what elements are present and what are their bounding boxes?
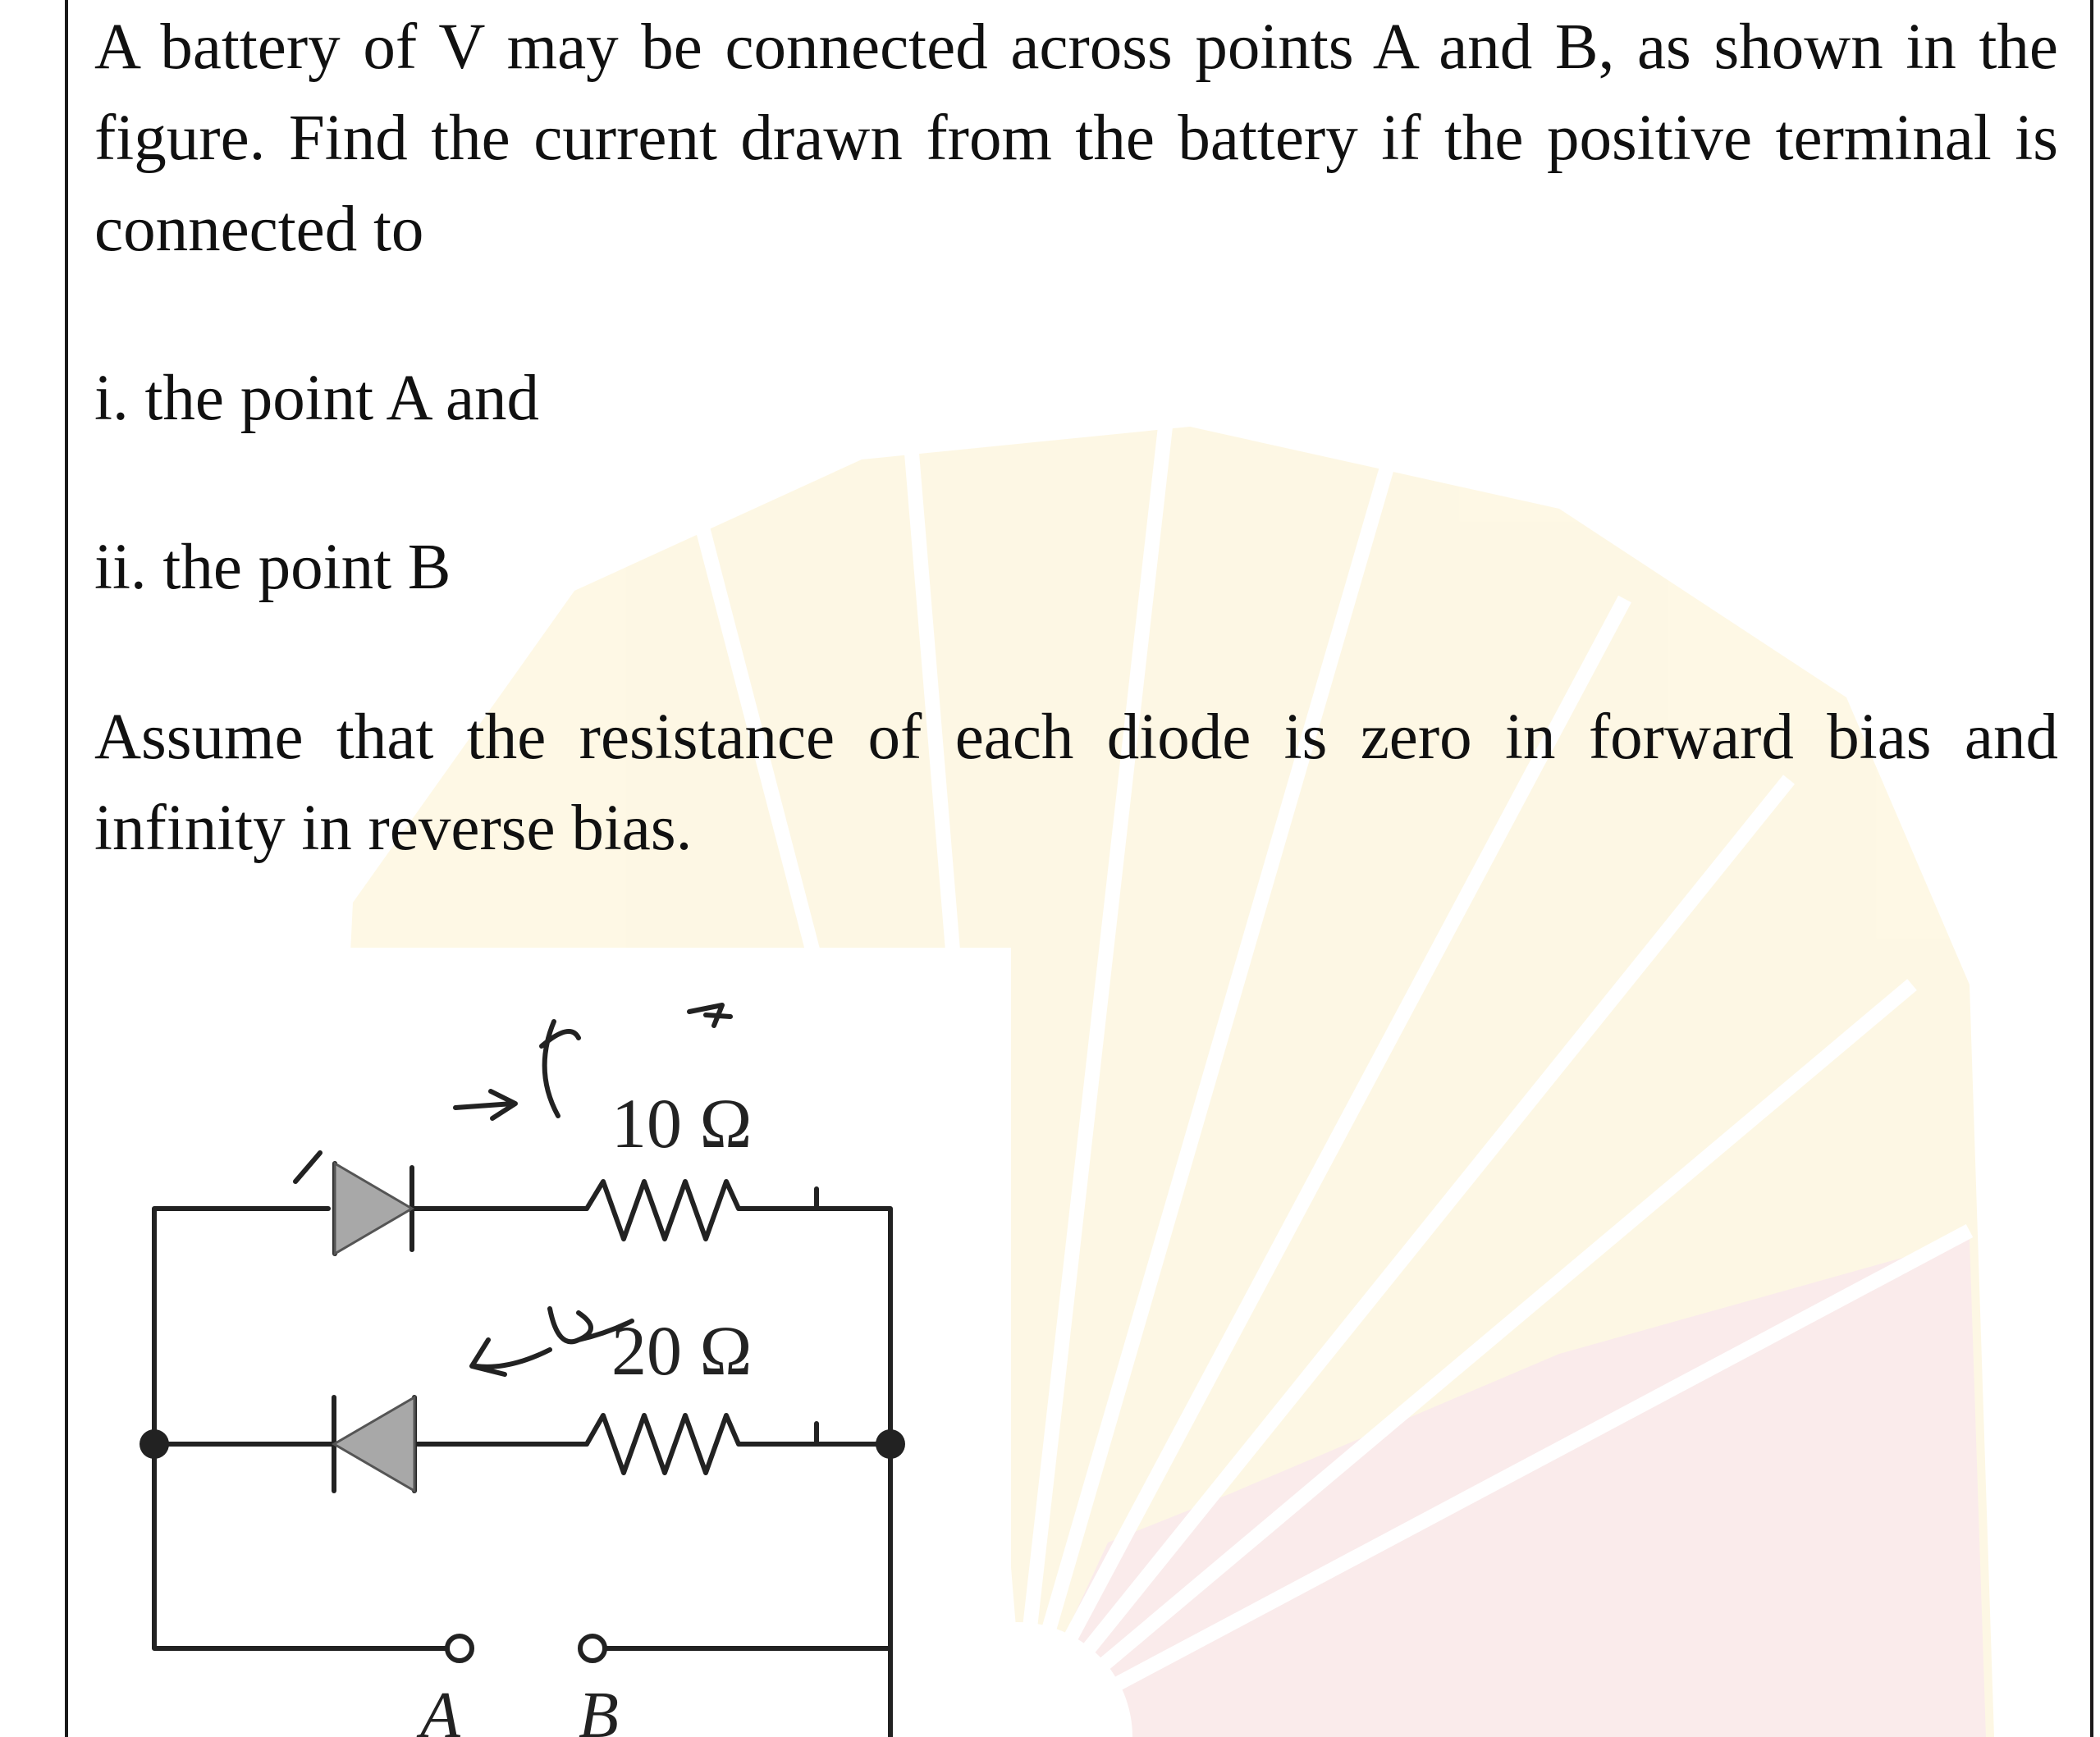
junction-left-dot — [140, 1429, 169, 1459]
circuit-diagram — [123, 948, 1011, 1737]
question-item-1: i. the point A and — [94, 363, 540, 434]
resistor-20-ohm — [587, 1415, 890, 1473]
top-branch-wire — [154, 1209, 328, 1444]
diode-2-triangle — [334, 1397, 414, 1491]
assumption-paragraph: Assume that the resistance of each diode is zero in forward bias and infinity in reverse bias. — [94, 702, 2058, 864]
resistor-20-label: 20 Ω — [611, 1311, 753, 1390]
resistor-10-ohm — [587, 1182, 890, 1737]
terminal-b-wire — [592, 1444, 890, 1648]
frame-left-border — [65, 0, 68, 1737]
terminal-b-circle — [580, 1636, 605, 1661]
question-paragraph: A battery of V may be connected across points A and B, as shown in the figure. Find the current drawn from the battery if the positive terminal is connected to — [94, 11, 2058, 265]
terminal-b-label: B — [579, 1680, 619, 1737]
circuit-figure — [123, 948, 1011, 1737]
frame-right-border — [2090, 0, 2093, 1737]
diode-1-triangle — [335, 1163, 412, 1254]
question-item-2: ii. the point B — [94, 532, 451, 603]
junction-right-dot — [876, 1429, 905, 1459]
terminal-a-circle — [447, 1636, 472, 1661]
resistor-10-label: 10 Ω — [611, 1084, 753, 1163]
terminal-a-label: A — [420, 1680, 460, 1737]
